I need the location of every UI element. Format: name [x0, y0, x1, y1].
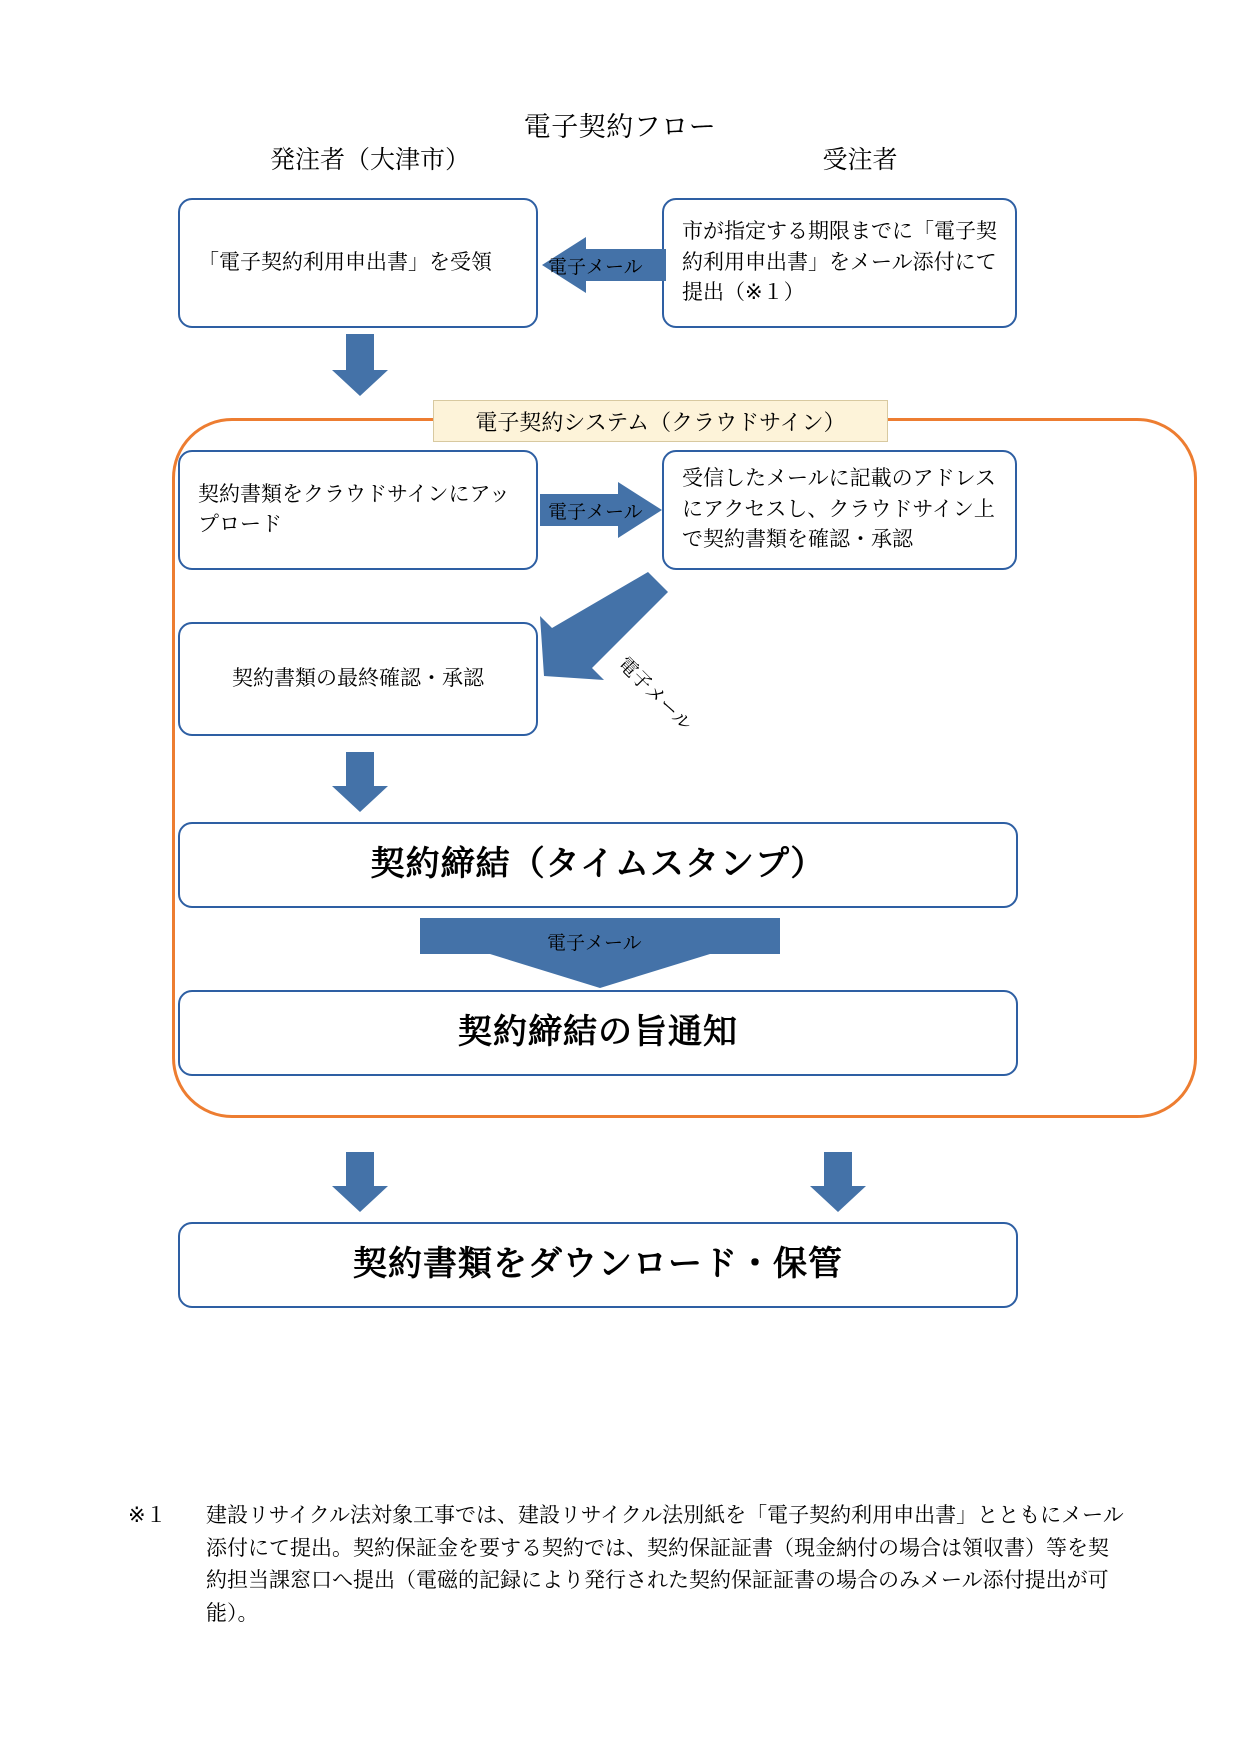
box-download-store-label: 契約書類をダウンロード・保管 [353, 1245, 843, 1284]
arrow-notice-to-download-right [808, 1152, 868, 1214]
box-confirm-approve [662, 450, 1017, 570]
diagram-title: 電子契約フロー [523, 112, 717, 142]
box-submit-application-label: 市が指定する期限までに「電子契約利用申出書」をメール添付にて提出（※１） [682, 220, 997, 305]
arrow-final-to-conclusion [330, 752, 390, 814]
box-receive-application-label: 「電子契約利用申出書」を受領 [198, 250, 492, 274]
box-submit-application [662, 198, 1017, 328]
box-upload-documents [178, 450, 538, 570]
box-confirm-approve-label: 受信したメールに記載のアドレスにアクセスし、クラウドサイン上で契約書類を確認・承認 [682, 467, 996, 552]
box-final-confirm [178, 622, 538, 736]
arrow-label-mail-2: 電子メール [548, 502, 643, 523]
footnote-mark: ※１ [128, 1504, 167, 1527]
arrow-receive-to-upload [330, 334, 390, 398]
footnote [128, 1500, 1128, 1630]
box-conclusion [178, 822, 1018, 908]
column-header-orderer: 発注者（大津市） [269, 146, 470, 174]
box-upload-documents-label: 契約書類をクラウドサインにアップロード [198, 482, 511, 536]
box-conclusion-notice-label: 契約締結の旨通知 [458, 1013, 738, 1052]
arrow-notice-to-download-left [330, 1152, 390, 1214]
box-final-confirm-label: 契約書類の最終確認・承認 [232, 666, 484, 690]
column-header-contractor: 受注者 [822, 146, 898, 174]
box-conclusion-notice [178, 990, 1018, 1076]
box-conclusion-label: 契約締結（タイムスタンプ） [370, 845, 826, 884]
box-receive-application [178, 198, 538, 328]
box-download-store [178, 1222, 1018, 1308]
arrow-mail-confirm-to-final [530, 572, 670, 682]
arrow-label-mail-3: 電子メール [613, 653, 696, 736]
footnote-text: 建設リサイクル法対象工事では、建設リサイクル法別紙を「電子契約利用申出書」とともにメール添付にて提出。契約保証金を要する契約では、契約保証証書（現金納付の場合は領収書）等を契約担当課窓口へ提出（電磁的記録により発行された契約保証証書の場合のみメール添付提出が可能）。 [206, 1504, 1124, 1625]
arrow-label-mail-4: 電子メール [547, 933, 642, 954]
system-group-label: 電子契約システム（クラウドサイン） [433, 400, 888, 442]
arrow-label-mail-1: 電子メール [548, 257, 643, 278]
